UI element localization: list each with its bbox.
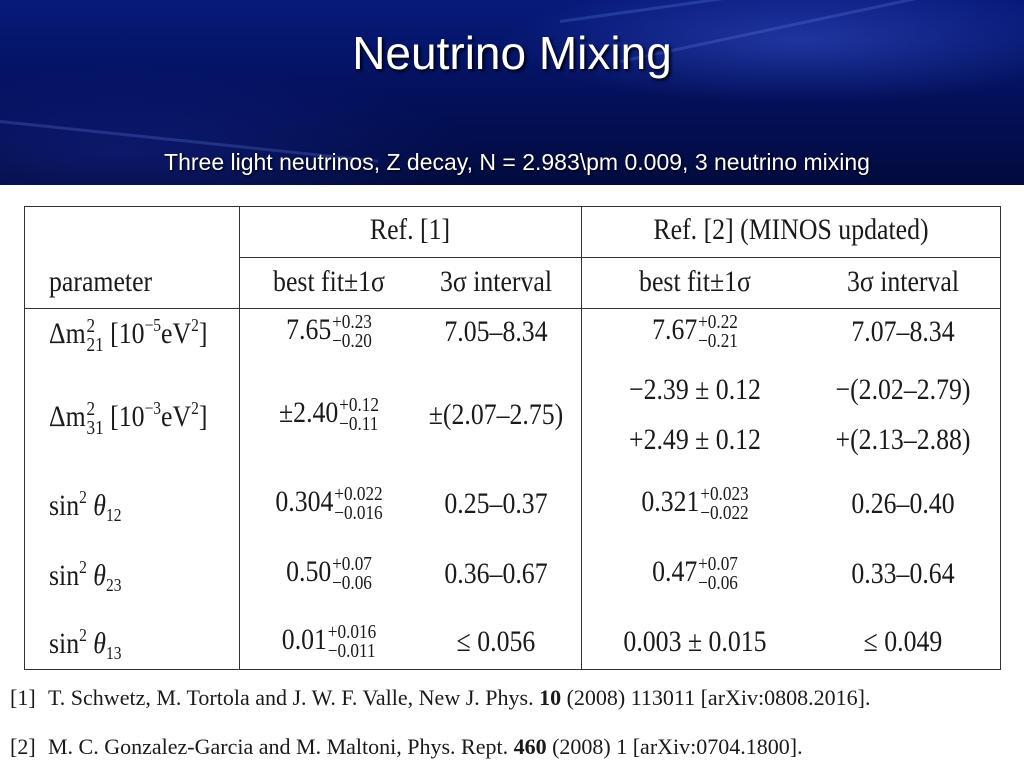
r2-interval-value: 0.26–0.40	[851, 487, 955, 520]
error-bars	[698, 555, 738, 593]
r2-best-fit-value: +2.49 ± 0.12	[629, 423, 761, 456]
param-unit-exp2: 2	[191, 315, 199, 335]
error-up: +0.22	[698, 311, 738, 334]
error-up: +0.023	[700, 483, 749, 506]
error-up: +0.12	[339, 394, 379, 417]
error-down: −0.011	[327, 640, 376, 663]
table-divider	[239, 257, 1000, 258]
error-bars	[332, 555, 372, 593]
param-sub: 12	[105, 505, 122, 525]
error-up: +0.022	[334, 483, 383, 506]
param-sub: 31	[86, 417, 104, 440]
r1-best-fit-value	[252, 623, 407, 661]
reference-volume: 10	[539, 685, 562, 710]
r2-interval-value: −(2.02–2.79)	[835, 373, 971, 406]
param-sup: 2	[86, 315, 96, 338]
reference-volume: 460	[513, 734, 547, 759]
reference-1	[10, 685, 870, 711]
error-bars	[332, 313, 372, 351]
r1-interval-value: 0.36–0.67	[444, 557, 548, 590]
error-down: −0.21	[698, 330, 738, 353]
r1-interval-value: ±(2.07–2.75)	[428, 398, 564, 431]
param-indices	[87, 317, 104, 355]
param-symbol: sin	[49, 489, 80, 522]
error-bars	[328, 623, 376, 661]
param-symbol: Δm	[49, 317, 86, 350]
param-unit-exp: −5	[144, 315, 162, 335]
r1-interval-value: 0.25–0.37	[444, 487, 548, 520]
param-sup: 2	[86, 398, 96, 421]
param-sup: 2	[79, 487, 87, 507]
error-down: −0.016	[334, 502, 383, 525]
param-sup: 2	[79, 625, 87, 645]
reference-text: T. Schwetz, M. Tortola and J. W. F. Valle, New J. Phys.	[48, 685, 540, 710]
param-sub: 13	[105, 643, 122, 663]
reference-number: [1]	[10, 685, 36, 710]
param-dm31	[49, 398, 207, 438]
error-down: −0.022	[700, 502, 749, 525]
r2-interval-value: +(2.13–2.88)	[835, 423, 971, 456]
ref2-group-header: Ref. [2] (MINOS updated)	[653, 213, 929, 246]
ref2-best-fit-header: best fit±1σ	[639, 265, 751, 298]
value: 7.65	[286, 313, 332, 346]
ref2-interval-header: 3σ interval	[846, 265, 960, 298]
r1-best-fit-value	[252, 396, 407, 434]
r1-best-fit-value	[252, 555, 407, 593]
r1-interval-value: ≤ 0.056	[456, 625, 536, 658]
param-unit-exp: −3	[144, 398, 162, 418]
param-sin2-theta12	[49, 487, 121, 526]
param-symbol: sin	[49, 559, 80, 592]
error-bars	[334, 485, 382, 523]
r1-best-fit-value	[252, 485, 407, 523]
r2-best-fit-value	[597, 485, 793, 523]
r1-best-fit-value	[252, 313, 407, 351]
value: 0.47	[652, 555, 698, 588]
reference-2	[10, 734, 803, 760]
error-up: +0.016	[327, 621, 377, 644]
error-bars	[698, 313, 738, 351]
r2-interval-value: 7.07–8.34	[851, 315, 955, 348]
error-down: −0.06	[698, 572, 738, 595]
param-unit: eV	[161, 400, 192, 433]
title-banner	[0, 0, 1024, 185]
reference-number: [2]	[10, 734, 36, 759]
error-bars	[700, 485, 748, 523]
value: 0.321	[641, 485, 700, 518]
param-unit-exp2: 2	[191, 398, 199, 418]
r1-interval-value: 7.05–8.34	[444, 315, 548, 348]
error-down: −0.06	[332, 572, 372, 595]
param-sup: 2	[79, 557, 87, 577]
param-sin2-theta23	[49, 557, 121, 596]
param-sin2-theta13	[49, 625, 121, 664]
r2-best-fit-value	[597, 555, 793, 593]
param-unit-pre: [10	[110, 317, 145, 350]
r2-best-fit-value	[597, 313, 793, 351]
param-sub: 23	[105, 575, 122, 595]
error-bars	[339, 396, 379, 434]
param-unit-close: ]	[198, 400, 208, 433]
error-down: −0.11	[339, 413, 379, 436]
error-up: +0.23	[332, 311, 372, 334]
r2-interval-value: 0.33–0.64	[851, 557, 955, 590]
mixing-parameters-table	[24, 206, 1001, 670]
table-divider	[581, 207, 582, 669]
ref1-interval-header: 3σ interval	[439, 265, 553, 298]
r2-best-fit-value: −2.39 ± 0.12	[629, 373, 761, 406]
r2-interval-value: ≤ 0.049	[863, 625, 943, 658]
banner-streak	[560, 0, 1016, 23]
param-dm21	[49, 315, 207, 355]
slide-subtitle: Three light neutrinos, Z decay, N = 2.983\pm 0.009, 3 neutrino mixing	[164, 149, 870, 175]
value: 0.01	[281, 623, 327, 656]
param-unit-close: ]	[198, 317, 208, 350]
param-sub: 21	[86, 334, 104, 357]
error-down: −0.20	[332, 330, 372, 353]
value: ±2.40	[279, 396, 339, 429]
reference-text: M. C. Gonzalez-Garcia and M. Maltoni, Phys. Rept.	[48, 734, 514, 759]
value: 0.50	[286, 555, 332, 588]
reference-text: (2008) 1 [arXiv:0704.1800].	[546, 734, 803, 759]
table-divider	[239, 207, 240, 669]
table-divider	[25, 308, 1000, 309]
param-symbol: sin	[49, 627, 80, 660]
error-up: +0.07	[698, 553, 738, 576]
parameter-header: parameter	[49, 265, 153, 298]
slide-title: Neutrino Mixing	[352, 27, 672, 79]
param-theta: θ	[93, 627, 106, 660]
param-symbol: Δm	[49, 400, 86, 433]
param-unit-pre: [10	[110, 400, 145, 433]
r2-best-fit-value: 0.003 ± 0.015	[623, 625, 767, 658]
value: 0.304	[275, 485, 334, 518]
param-theta: θ	[93, 559, 106, 592]
ref1-best-fit-header: best fit±1σ	[273, 265, 385, 298]
value: 7.67	[652, 313, 698, 346]
param-indices	[87, 400, 104, 438]
param-unit: eV	[161, 317, 192, 350]
reference-text: (2008) 113011 [arXiv:0808.2016].	[561, 685, 871, 710]
ref1-group-header: Ref. [1]	[369, 213, 451, 246]
error-up: +0.07	[332, 553, 372, 576]
param-theta: θ	[93, 489, 106, 522]
